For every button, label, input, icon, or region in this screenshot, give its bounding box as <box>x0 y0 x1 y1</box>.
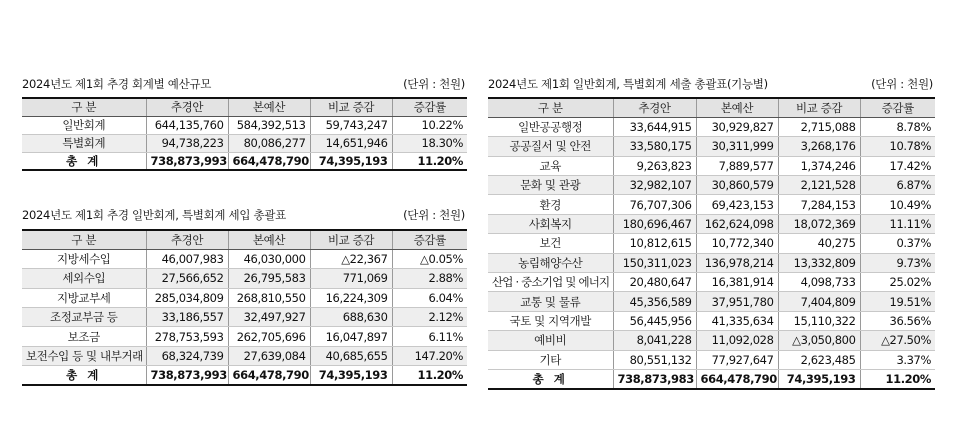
cell-category: 예비비 <box>488 331 613 350</box>
revenue-title-row <box>22 207 467 223</box>
table-row <box>22 327 467 346</box>
cell-category: 총 계 <box>488 369 613 388</box>
cell-original: 77,927,647 <box>696 350 778 369</box>
header-original: 본예산 <box>228 230 310 249</box>
cell-category: 산업 · 중소기업 및 에너지 <box>488 273 613 292</box>
budget-scale-section <box>22 76 467 171</box>
cell-category: 보조금 <box>22 327 146 346</box>
table-row <box>22 288 467 307</box>
cell-original: 136,978,214 <box>696 253 778 272</box>
cell-supplementary: 56,445,956 <box>613 311 696 330</box>
cell-change: 4,098,733 <box>778 273 860 292</box>
cell-rate: 11.11% <box>860 214 935 233</box>
cell-original: 262,705,696 <box>228 327 310 346</box>
table-row <box>488 331 935 350</box>
header-category: 구 분 <box>488 98 613 117</box>
cell-change: 688,630 <box>310 308 392 327</box>
cell-category: 특별회계 <box>22 134 146 152</box>
cell-category: 보건 <box>488 234 613 253</box>
cell-original: 30,929,827 <box>696 117 778 136</box>
cell-category: 교육 <box>488 156 613 175</box>
cell-category: 일반공공행정 <box>488 117 613 136</box>
expenditure-title-row <box>488 76 935 92</box>
revenue-title: 2024년도 제1회 추경 일반회계, 특별회계 세입 총괄표 <box>22 208 286 222</box>
table-row <box>488 292 935 311</box>
cell-supplementary: 644,135,760 <box>146 116 228 134</box>
cell-rate: 11.20% <box>392 366 467 385</box>
header-category: 구 분 <box>22 230 146 249</box>
cell-rate: 10.49% <box>860 195 935 214</box>
cell-category: 기타 <box>488 350 613 369</box>
cell-rate: 6.87% <box>860 176 935 195</box>
table-row <box>488 156 935 175</box>
cell-rate: 11.20% <box>392 152 467 170</box>
cell-supplementary: 8,041,228 <box>613 331 696 350</box>
table-row <box>488 214 935 233</box>
cell-supplementary: 738,873,983 <box>613 369 696 388</box>
cell-supplementary: 80,551,132 <box>613 350 696 369</box>
cell-change: 16,224,309 <box>310 288 392 307</box>
cell-change: 7,284,153 <box>778 195 860 214</box>
table-header-row <box>488 98 935 117</box>
cell-supplementary: 68,324,739 <box>146 346 228 365</box>
cell-category: 문화 및 관광 <box>488 176 613 195</box>
cell-change: △3,050,800 <box>778 331 860 350</box>
cell-supplementary: 46,007,983 <box>146 249 228 268</box>
cell-change: 15,110,322 <box>778 311 860 330</box>
cell-original: 11,092,028 <box>696 331 778 350</box>
table-header-row <box>22 98 467 116</box>
table-row <box>488 137 935 156</box>
cell-supplementary: 150,311,023 <box>613 253 696 272</box>
cell-change: 1,374,246 <box>778 156 860 175</box>
cell-original: 30,860,579 <box>696 176 778 195</box>
cell-original: 41,335,634 <box>696 311 778 330</box>
cell-change: 40,275 <box>778 234 860 253</box>
cell-original: 46,030,000 <box>228 249 310 268</box>
table-row <box>22 249 467 268</box>
cell-original: 16,381,914 <box>696 273 778 292</box>
cell-original: 27,639,084 <box>228 346 310 365</box>
cell-original: 80,086,277 <box>228 134 310 152</box>
cell-rate: 6.11% <box>392 327 467 346</box>
header-supplementary: 추경안 <box>146 230 228 249</box>
cell-rate: 9.73% <box>860 253 935 272</box>
cell-original: 30,311,999 <box>696 137 778 156</box>
cell-supplementary: 33,186,557 <box>146 308 228 327</box>
cell-supplementary: 278,753,593 <box>146 327 228 346</box>
cell-original: 664,478,790 <box>228 152 310 170</box>
cell-supplementary: 9,263,823 <box>613 156 696 175</box>
total-row <box>22 152 467 170</box>
table-row <box>488 350 935 369</box>
cell-rate: 11.20% <box>860 369 935 388</box>
budget-scale-unit: (단위 : 천원) <box>403 77 465 91</box>
cell-category: 농림해양수산 <box>488 253 613 272</box>
cell-original: 26,795,583 <box>228 269 310 288</box>
header-change: 비교 증감 <box>778 98 860 117</box>
cell-supplementary: 32,982,107 <box>613 176 696 195</box>
header-category: 구 분 <box>22 98 146 116</box>
cell-rate: 3.37% <box>860 350 935 369</box>
cell-change: 74,395,193 <box>778 369 860 388</box>
cell-category: 일반회계 <box>22 116 146 134</box>
cell-original: 10,772,340 <box>696 234 778 253</box>
cell-supplementary: 738,873,993 <box>146 152 228 170</box>
table-row <box>488 273 935 292</box>
table-row <box>488 117 935 136</box>
cell-supplementary: 10,812,615 <box>613 234 696 253</box>
cell-supplementary: 27,566,652 <box>146 269 228 288</box>
header-original: 본예산 <box>228 98 310 116</box>
table-header-row <box>22 230 467 249</box>
cell-change: 40,685,655 <box>310 346 392 365</box>
revenue-section <box>22 207 467 386</box>
total-row <box>22 366 467 385</box>
cell-original: 664,478,790 <box>228 366 310 385</box>
cell-rate: 8.78% <box>860 117 935 136</box>
cell-original: 664,478,790 <box>696 369 778 388</box>
cell-change: 2,715,088 <box>778 117 860 136</box>
header-rate: 증감률 <box>392 98 467 116</box>
cell-rate: 10.22% <box>392 116 467 134</box>
cell-category: 세외수입 <box>22 269 146 288</box>
cell-category: 총 계 <box>22 152 146 170</box>
cell-category: 지방세수입 <box>22 249 146 268</box>
table-row <box>22 269 467 288</box>
cell-category: 조정교부금 등 <box>22 308 146 327</box>
cell-change: 74,395,193 <box>310 152 392 170</box>
cell-rate: 18.30% <box>392 134 467 152</box>
header-change: 비교 증감 <box>310 98 392 116</box>
cell-supplementary: 20,480,647 <box>613 273 696 292</box>
cell-supplementary: 180,696,467 <box>613 214 696 233</box>
cell-category: 지방교부세 <box>22 288 146 307</box>
cell-rate: 25.02% <box>860 273 935 292</box>
cell-category: 사회복지 <box>488 214 613 233</box>
cell-original: 37,951,780 <box>696 292 778 311</box>
cell-category: 보전수입 등 및 내부거래 <box>22 346 146 365</box>
table-row <box>488 176 935 195</box>
table-row <box>488 253 935 272</box>
cell-category: 국토 및 지역개발 <box>488 311 613 330</box>
header-supplementary: 추경안 <box>613 98 696 117</box>
expenditure-section <box>488 76 935 390</box>
cell-category: 공공질서 및 안전 <box>488 137 613 156</box>
cell-rate: 10.78% <box>860 137 935 156</box>
cell-change: △22,367 <box>310 249 392 268</box>
cell-change: 59,743,247 <box>310 116 392 134</box>
table-row <box>488 311 935 330</box>
cell-original: 69,423,153 <box>696 195 778 214</box>
cell-rate: 2.88% <box>392 269 467 288</box>
cell-original: 162,624,098 <box>696 214 778 233</box>
budget-scale-title-row <box>22 76 467 92</box>
revenue-unit: (단위 : 천원) <box>403 208 465 222</box>
cell-rate: 2.12% <box>392 308 467 327</box>
cell-original: 32,497,927 <box>228 308 310 327</box>
cell-supplementary: 76,707,306 <box>613 195 696 214</box>
cell-supplementary: 33,580,175 <box>613 137 696 156</box>
cell-change: 2,121,528 <box>778 176 860 195</box>
table-row <box>22 346 467 365</box>
total-row <box>488 369 935 388</box>
cell-original: 268,810,550 <box>228 288 310 307</box>
table-row <box>22 116 467 134</box>
cell-supplementary: 45,356,589 <box>613 292 696 311</box>
cell-change: 2,623,485 <box>778 350 860 369</box>
table-row <box>22 308 467 327</box>
cell-change: 14,651,946 <box>310 134 392 152</box>
cell-change: 74,395,193 <box>310 366 392 385</box>
expenditure-title: 2024년도 제1회 일반회계, 특별회계 세출 총괄표(기능별) <box>488 77 768 91</box>
cell-change: 771,069 <box>310 269 392 288</box>
cell-rate: 36.56% <box>860 311 935 330</box>
cell-change: 3,268,176 <box>778 137 860 156</box>
cell-change: 16,047,897 <box>310 327 392 346</box>
table-row <box>488 195 935 214</box>
table-row <box>22 134 467 152</box>
header-rate: 증감률 <box>392 230 467 249</box>
cell-original: 7,889,577 <box>696 156 778 175</box>
cell-rate: 17.42% <box>860 156 935 175</box>
header-original: 본예산 <box>696 98 778 117</box>
cell-rate: 6.04% <box>392 288 467 307</box>
cell-category: 교통 및 물류 <box>488 292 613 311</box>
cell-rate: 19.51% <box>860 292 935 311</box>
cell-change: 13,332,809 <box>778 253 860 272</box>
cell-original: 584,392,513 <box>228 116 310 134</box>
expenditure-table <box>488 97 935 390</box>
cell-rate: 0.37% <box>860 234 935 253</box>
cell-rate: △27.50% <box>860 331 935 350</box>
expenditure-unit: (단위 : 천원) <box>871 77 933 91</box>
cell-supplementary: 94,738,223 <box>146 134 228 152</box>
cell-category: 환경 <box>488 195 613 214</box>
cell-supplementary: 33,644,915 <box>613 117 696 136</box>
budget-scale-title: 2024년도 제1회 추경 회계별 예산규모 <box>22 77 212 91</box>
table-row <box>488 234 935 253</box>
header-supplementary: 추경안 <box>146 98 228 116</box>
cell-rate: △0.05% <box>392 249 467 268</box>
header-change: 비교 증감 <box>310 230 392 249</box>
cell-change: 7,404,809 <box>778 292 860 311</box>
header-rate: 증감률 <box>860 98 935 117</box>
cell-change: 18,072,369 <box>778 214 860 233</box>
cell-supplementary: 738,873,993 <box>146 366 228 385</box>
budget-scale-table <box>22 97 467 171</box>
cell-category: 총 계 <box>22 366 146 385</box>
revenue-table <box>22 229 467 386</box>
cell-rate: 147.20% <box>392 346 467 365</box>
cell-supplementary: 285,034,809 <box>146 288 228 307</box>
